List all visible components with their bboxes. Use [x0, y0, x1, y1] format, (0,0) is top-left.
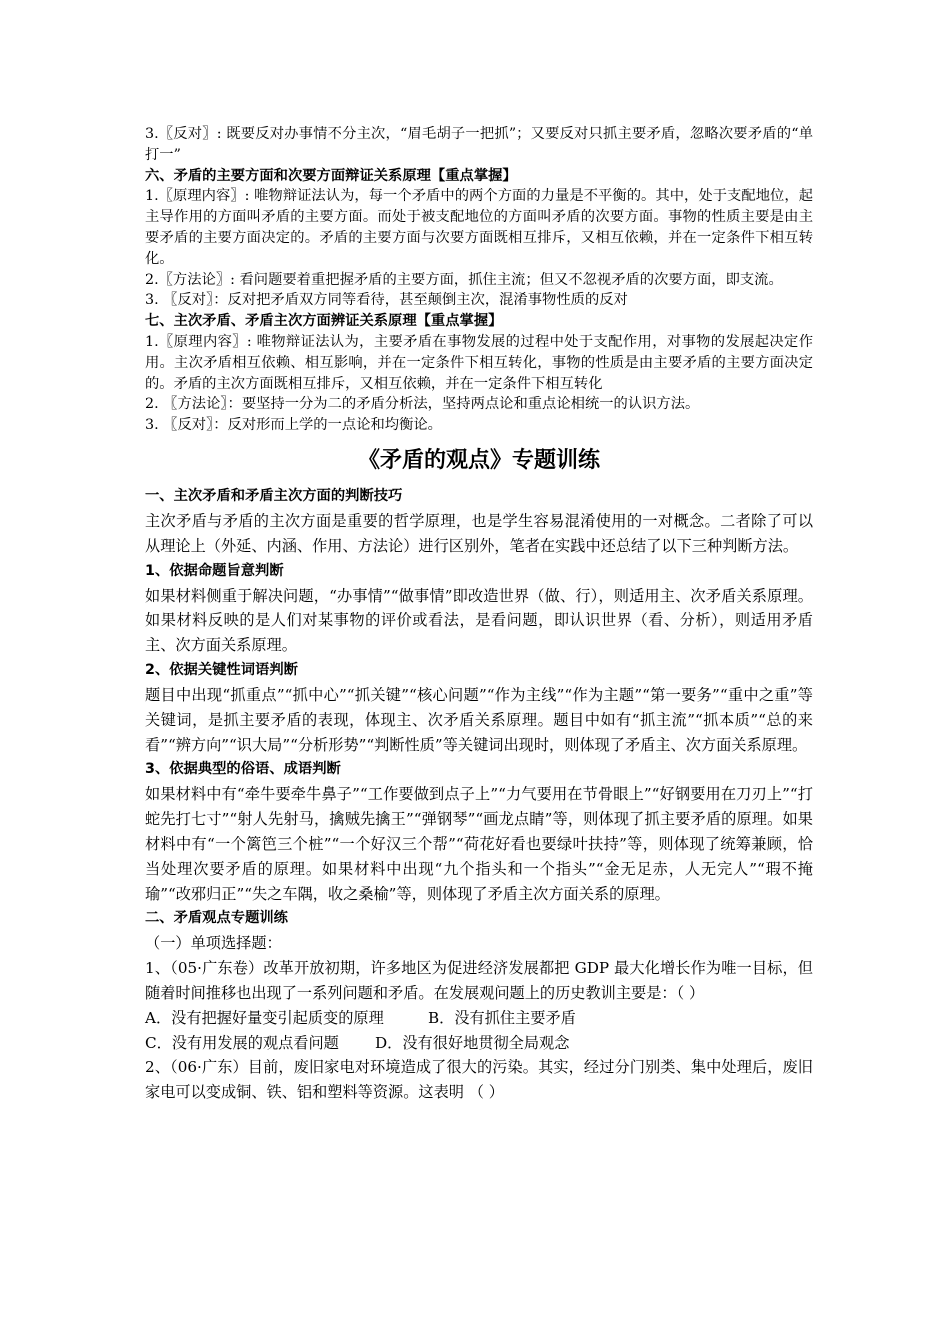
part1-heading: 一、主次矛盾和矛盾主次方面的判断技巧 [145, 487, 403, 504]
part2-heading: 二、矛盾观点专题训练 [145, 910, 288, 927]
sec7-item2: 2. 〖方法论〗：要坚持一分为二的矛盾分析法，坚持两点论和重点论相统一的认识方法。 [145, 396, 700, 413]
sec6-heading: 六、矛盾的主要方面和次要方面辩证关系原理【重点掌握】 [145, 167, 517, 184]
sec7-item1: 1.〖原理内容〗: 唯物辩证法认为，主要矛盾在事物发展的过程中处于支配作用，对事物的发展起决定作用。主次矛盾相互依赖、相互影响，并在一定条件下相互转化，事物的性质是由主要矛盾的主要方面决定的。矛盾的主次方面既相互排斥，又相互依赖，并在一定条件下相互转化 [145, 333, 813, 392]
sec6-item3: 3. 〖反对〗：反对把矛盾双方同等看待，甚至颠倒主次，混淆事物性质的反对 [145, 292, 628, 309]
option-a: A．没有把握好量变引起质变的原理 [145, 1008, 384, 1027]
method3-heading: 3、依据典型的俗语、成语判断 [145, 761, 341, 778]
method1-text: 如果材料侧重于解决问题，“办事情”“做事情”即改造世界（做、行），则适用主、次矛盾关系原理。如果材料反映的是人们对某事物的评价或看法，是看问题，即认识世界（看、分析），则适用矛盾主、次方面关系原理。 [145, 586, 813, 655]
question-2: 2、（06·广东）目前，废旧家电对环境造成了很大的污染。其实，经过分门别类、集中处理后，废旧家电可以变成铜、铁、铝和塑料等资源。这表明 （ ） [145, 1058, 813, 1102]
question-1-options-cd [145, 1031, 813, 1056]
method1-heading: 1、依据命题旨意判断 [145, 562, 284, 579]
question-1-options-ab [145, 1006, 813, 1031]
sec6-item1: 1.〖原理内容〗: 唯物辩证法认为，每一个矛盾中的两个方面的力量是不平衡的。其中，处于支配地位，起主导作用的方面叫矛盾的主要方面。而处于被支配地位的方面叫矛盾的次要方面。事物的性质主要是由主要矛盾的主要方面决定的。矛盾的主要方面与次要方面既相互排斥，又相互依赖，并在一定条件下相互转化。 [145, 188, 813, 267]
option-b: B．没有抓住主要矛盾 [428, 1008, 576, 1027]
sec5-item3: 3.〖反对〗: 既要反对办事情不分主次，“眉毛胡子一把抓”；又要反对只抓主要矛盾，忽略次要矛盾的“单打一” [145, 126, 813, 163]
method3-text: 如果材料中有“牵牛要牵牛鼻子”“工作要做到点子上”“力气要用在节骨眼上”“好钢要用在刀刃上”“打蛇先打七寸”“射人先射马，擒贼先擒王”“弹钢琴”“画龙点睛”等，则体现了抓主要矛盾的原理。如果材料中有“一个篱笆三个桩”“一个好汉三个帮”“荷花好看也要绿叶扶持”等，则体现了统筹兼顾，恰当处理次要矛盾的原理。如果材料中出现“九个指头和一个指头”“金无足赤，人无完人”“瑕不掩瑜”“改邪归正”“失之车隅，收之桑榆”等，则体现了矛盾主次方面关系的原理。 [145, 785, 813, 903]
sec6-item2: 2.〖方法论〗: 看问题要着重把握矛盾的主要方面，抓住主流；但又不忽视矛盾的次要方面，即支流。 [145, 271, 783, 288]
method2-heading: 2、依据关键性词语判断 [145, 661, 298, 678]
option-c: C．没有用发展的观点看问题 [145, 1033, 339, 1052]
document-page [145, 124, 813, 1105]
part2-subheading: （一）单项选择题： [145, 934, 282, 953]
part1-intro: 主次矛盾与矛盾的主次方面是重要的哲学原理，也是学生容易混淆使用的一对概念。二者除了可以从理论上（外延、内涵、作用、方法论）进行区别外，笔者在实践中还总结了以下三种判断方法。 [145, 511, 813, 555]
option-d: D．没有很好地贯彻全局观念 [375, 1033, 570, 1052]
sec7-heading: 七、主次矛盾、矛盾主次方面辨证关系原理【重点掌握】 [145, 313, 503, 330]
method2-text: 题目中出现“抓重点”“抓中心”“抓关键”“核心问题”“作为主线”“作为主题”“第一要务”“重中之重”等关键词，是抓主要矛盾的表现，体现主、次矛盾关系原理。题目中如有“抓主流”“抓本质”“总的来看”“辨方向”“识大局”“分析形势”“判断性质”等关键词出现时，则体现了矛盾主、次方面关系原理。 [145, 685, 813, 754]
question-1: 1、（05·广东卷）改革开放初期，许多地区为促进经济发展都把 GDP 最大化增长作为唯一目标，但随着时间推移也出现了一系列问题和矛盾。在发展观问题上的历史教训主要是：（ ） [145, 959, 813, 1002]
page-title: 《矛盾的观点》专题训练 [357, 447, 600, 473]
sec7-item3: 3. 〖反对〗：反对形而上学的一点论和均衡论。 [145, 417, 442, 434]
